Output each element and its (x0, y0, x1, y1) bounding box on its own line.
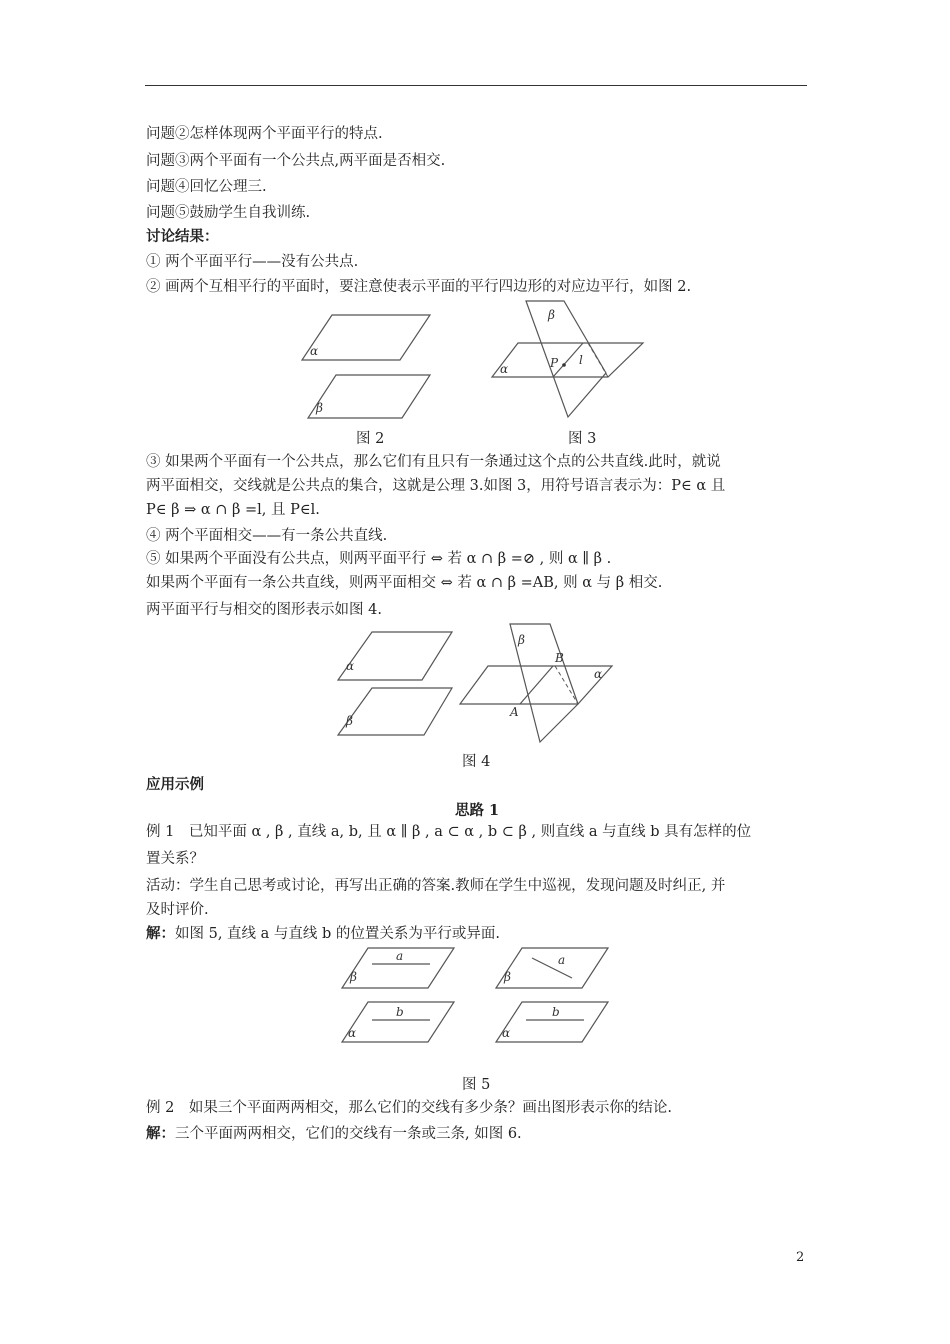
fig4-a-label: A (510, 705, 519, 719)
solution-1-text: 如图 5, 直线 a 与直线 b 的位置关系为平行或异面. (175, 926, 501, 942)
result-1: ① 两个平面平行——没有公共点. (146, 254, 359, 270)
question-2: 问题②怎样体现两个平面平行的特点. (146, 126, 383, 142)
fig4-beta-label-right: β (518, 633, 525, 647)
fig4-alpha-label-right: α (594, 667, 603, 681)
fig5-b-label-left: b (396, 1005, 404, 1019)
result-3-line1: ③ 如果两个平面有一个公共点，那么它们有且只有一条通过这个点的公共直线.此时，就说 (146, 454, 721, 470)
figure-5-caption: 图 5 (462, 1077, 491, 1093)
header-rule (145, 85, 807, 86)
solution-2 (146, 1124, 522, 1144)
solution-2-text: 三个平面两两相交，它们的交线有一条或三条, 如图 6. (175, 1126, 522, 1142)
fig5-a-label-right: a (558, 953, 566, 967)
example-1-line1: 例 1 已知平面 α , β , 直线 a, b, 且 α ∥ β , a ⊂ α , b ⊂ β , 则直线 a 与直线 b 具有怎样的位 (146, 824, 752, 840)
result-4: ④ 两个平面相交——有一条公共直线. (146, 528, 388, 544)
discussion-heading: 讨论结果： (146, 228, 219, 245)
question-3: 问题③两个平面有一个公共点,两平面是否相交. (146, 153, 446, 169)
solution-1-label: 解： (146, 925, 175, 942)
plane-alpha-shape (302, 315, 430, 360)
result-2: ② 画两个互相平行的平面时，要注意使表示平面的平行四边形的对应边平行，如图 2. (146, 279, 692, 295)
plane-beta-shape (526, 301, 606, 417)
figure-3 (488, 297, 648, 422)
point-p (562, 363, 566, 367)
figure-3-caption: 图 3 (568, 431, 597, 447)
activity-line1: 活动：学生自己思考或讨论，再写出正确的答案.教师在学生中巡视，发现问题及时纠正, 并 (146, 878, 726, 894)
figure-4-caption: 图 4 (462, 754, 491, 770)
result-5-line2: 如果两个平面有一条公共直线，则两平面相交 ⇔ 若 α ∩ β =AB, 则 α 与 β 相交. (146, 575, 663, 591)
fig4-plane-alpha-left (338, 632, 452, 680)
fig5-alpha-label-left: α (348, 1026, 357, 1040)
figure-4-intro: 两平面平行与相交的图形表示如图 4. (146, 602, 382, 618)
fig5-alpha-label-right: α (502, 1026, 511, 1040)
fig4-alpha-label-left: α (346, 659, 355, 673)
fig4-plane-beta-left (338, 688, 452, 735)
section-heading-examples: 应用示例 (146, 776, 204, 793)
plane-beta-shape (308, 375, 430, 418)
result-3-line2: 两平面相交，交线就是公共点的集合，这就是公理 3.如图 3，用符号语言表示为：P∈ α 且 (146, 478, 726, 494)
result-5-line1: ⑤ 如果两个平面没有公共点，则两平面平行 ⇔ 若 α ∩ β =⊘ , 则 α ∥ β . (146, 551, 612, 567)
figure-5 (338, 946, 618, 1051)
fig4-beta-label-left: β (346, 714, 353, 728)
question-4: 问题④回忆公理三. (146, 179, 267, 195)
approach-heading: 思路 1 (455, 802, 500, 819)
result-3-line3: P∈ β ⇒ α ∩ β =l, 且 P∈l. (146, 502, 320, 518)
figure-2-caption: 图 2 (356, 431, 385, 447)
fig3-alpha-label: α (500, 362, 509, 376)
fig2-beta-label: β (316, 401, 323, 415)
figure-2 (300, 305, 435, 423)
question-5: 问题⑤鼓励学生自我训练. (146, 205, 311, 221)
solution-2-label: 解： (146, 1125, 175, 1142)
fig5-b-label-right: b (552, 1005, 560, 1019)
fig4-b-label: B (555, 651, 564, 665)
activity-line2: 及时评价. (146, 902, 209, 918)
fig2-alpha-label: α (310, 344, 319, 358)
fig5-line-a-right (532, 958, 572, 978)
fig5-beta-label-right: β (504, 970, 511, 984)
figure-4 (330, 622, 620, 747)
fig5-beta-label-left: β (350, 970, 357, 984)
fig3-l-label: l (579, 353, 583, 367)
page-number: 2 (796, 1250, 805, 1265)
example-1-line2: 置关系？ (146, 851, 204, 867)
fig5-a-label-left: a (396, 949, 404, 963)
fig3-p-label: P (550, 356, 559, 370)
example-2: 例 2 如果三个平面两两相交，那么它们的交线有多少条？画出图形表示你的结论. (146, 1100, 672, 1116)
solution-1 (146, 924, 500, 944)
fig3-beta-label: β (548, 308, 555, 322)
